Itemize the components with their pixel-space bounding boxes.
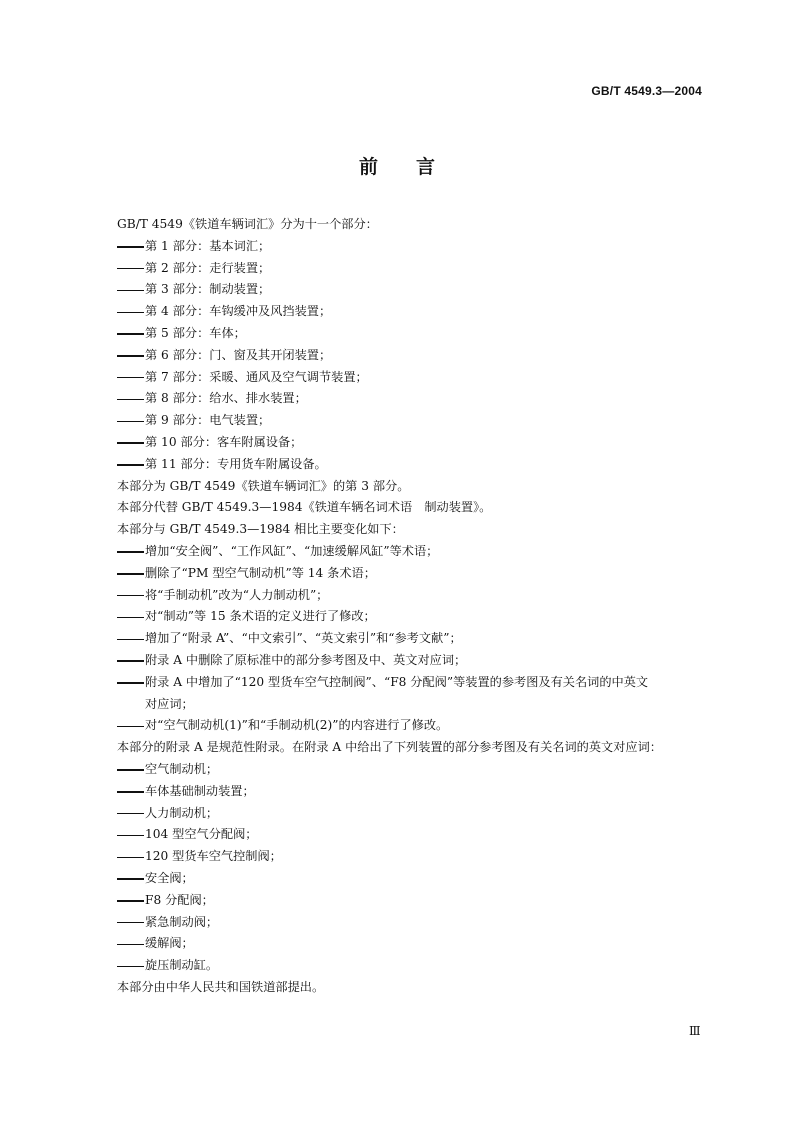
dash-bullet [117,301,145,323]
list-item: 缓解阀； [88,933,706,955]
dash-bullet [117,432,145,454]
dash-bullet [117,410,145,432]
list-item: 对“空气制动机(1)”和“手制动机(2)”的内容进行了修改。 [88,715,706,737]
list-item: 第 6 部分：门、窗及其开闭装置； [88,345,706,367]
list-item: 空气制动机； [88,759,706,781]
list-item: 第 11 部分：专用货车附属设备。 [88,454,706,476]
list-item: 车体基础制动装置； [88,781,706,803]
dash-bullet [117,672,145,694]
list-item: 增加了“附录 A”、“中文索引”、“英文索引”和“参考文献”； [88,628,706,650]
page-title: 前言 [358,156,473,178]
dash-bullet [117,258,145,280]
dash-bullet [117,628,145,650]
list-item: 紧急制动阀； [88,912,706,934]
list-item: 将“手制动机”改为“人力制动机”； [88,585,706,607]
dash-bullet [117,541,145,563]
list-item: 第 9 部分：电气装置； [88,410,706,432]
list-item: 第 1 部分：基本词汇； [88,236,706,258]
dash-bullet [117,846,145,868]
list-item: 附录 A 中删除了原标准中的部分参考图及中、英文对应词； [88,650,706,672]
dash-bullet [117,279,145,301]
standard-code: GB/T 4549.3—2004 [591,84,702,98]
list-item: 第 2 部分：走行装置； [88,258,706,280]
dash-bullet [117,388,145,410]
dash-bullet [117,715,145,737]
paragraph: 本部分由中华人民共和国铁道部提出。 [117,979,325,994]
dash-bullet [117,824,145,846]
dash-bullet [117,803,145,825]
list-item: 第 5 部分：车体； [88,323,706,345]
dash-bullet [117,933,145,955]
preface-body [88,214,706,999]
list-item: 旋压制动缸。 [88,955,706,977]
paragraph: 本部分为 GB/T 4549《铁道车辆词汇》的第 3 部分。 [117,478,410,493]
list-item: 附录 A 中增加了“120 型货车空气控制阀”、“F8 分配阀”等装置的参考图及有关名词的中英文 [88,672,706,694]
list-item: 删除了“PM 型空气制动机”等 14 条术语； [88,563,706,585]
dash-bullet [117,345,145,367]
dash-bullet [117,912,145,934]
paragraph: GB/T 4549《铁道车辆词汇》分为十一个部分： [117,217,378,231]
dash-bullet [117,606,145,628]
list-item: 人力制动机； [88,803,706,825]
list-item-continuation: 对应词； [145,696,194,711]
list-item: 第 3 部分：制动装置； [88,279,706,301]
paragraph: 本部分代替 GB/T 4549.3—1984《铁道车辆名词术语 制动装置》。 [117,500,492,515]
dash-bullet [117,563,145,585]
list-item: 第 10 部分：客车附属设备； [88,432,706,454]
dash-bullet [117,781,145,803]
list-item: 对“制动”等 15 条术语的定义进行了修改； [88,606,706,628]
dash-bullet [117,650,145,672]
page-number: Ⅲ [689,1024,701,1038]
list-item: 104 型空气分配阀； [88,824,706,846]
list-item: 第 8 部分：给水、排水装置； [88,388,706,410]
list-item: 第 4 部分：车钩缓冲及风挡装置； [88,301,706,323]
paragraph: 本部分与 GB/T 4549.3—1984 相比主要变化如下： [117,522,404,537]
list-item: F8 分配阀； [88,890,706,912]
dash-bullet [117,955,145,977]
list-item: 安全阀； [88,868,706,890]
paragraph: 本部分的附录 A 是规范性附录。在附录 A 中给出了下列装置的部分参考图及有关名词的英文对应词： [117,740,662,755]
dash-bullet [117,585,145,607]
dash-bullet [117,868,145,890]
dash-bullet [117,759,145,781]
dash-bullet [117,236,145,258]
list-item: 增加“安全阀”、“工作风缸”、“加速缓解风缸”等术语； [88,541,706,563]
dash-bullet [117,323,145,345]
dash-bullet [117,454,145,476]
list-item: 第 7 部分：采暖、通风及空气调节装置； [88,367,706,389]
dash-bullet [117,367,145,389]
dash-bullet [117,890,145,912]
list-item: 120 型货车空气控制阀； [88,846,706,868]
